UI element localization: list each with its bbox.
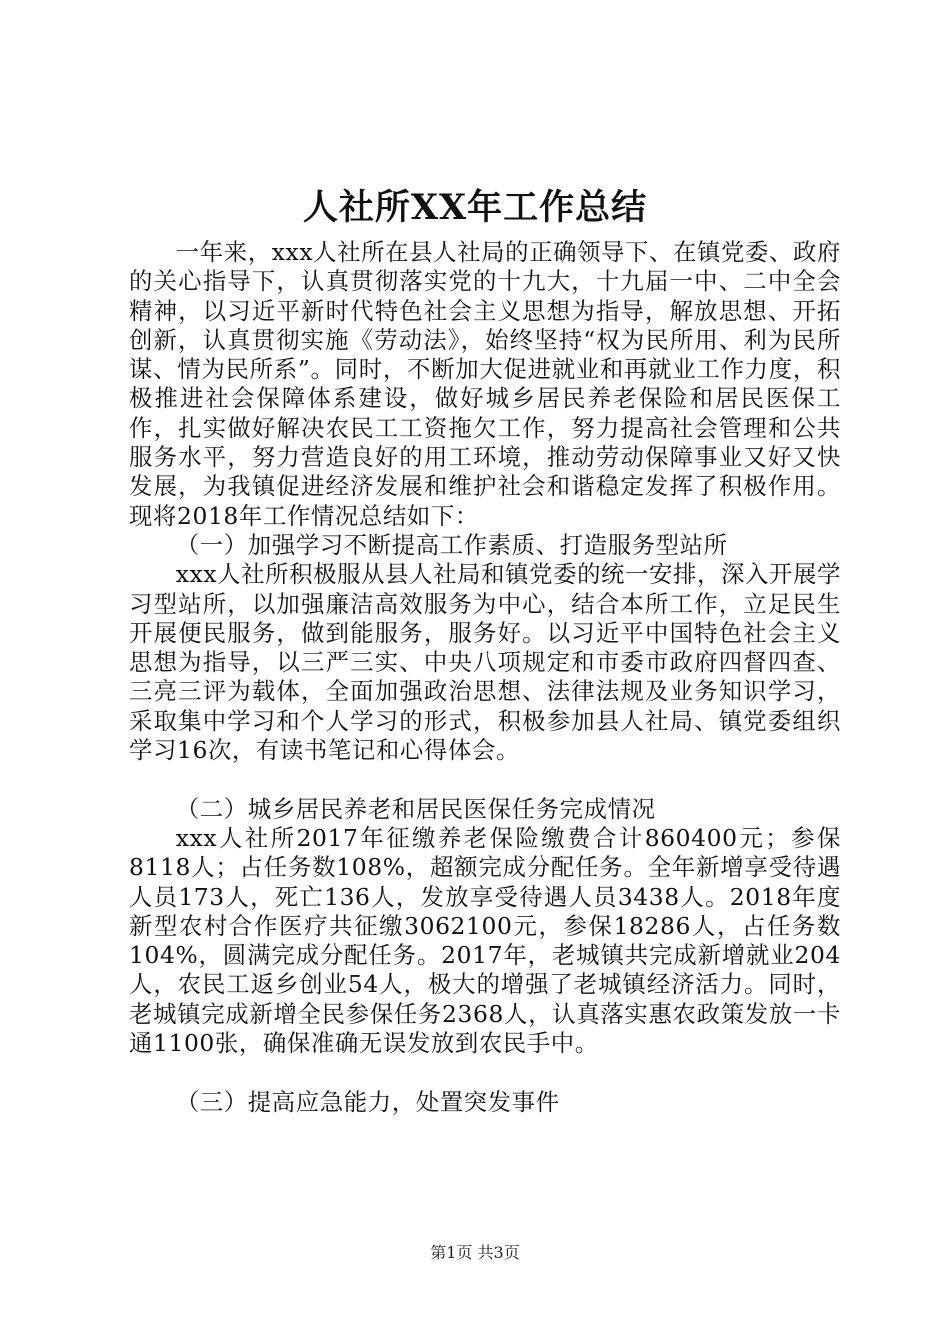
paragraph-gap xyxy=(129,1058,841,1087)
document-body xyxy=(129,238,841,1117)
paragraph-gap xyxy=(129,765,841,794)
section-2-paragraph: xxx人社所2017年征缴养老保险缴费合计860400元；参保8118人；占任务数108%，超额完成分配任务。全年新增享受待遇人员173人，死亡136人，发放享受待遇人员3438人。2018年度新型农村合作医疗共征缴3062100元，参保18286人，占任务数104%，圆满完成分配任务。2017年，老城镇共完成新增就业204人，农民工返乡创业54人，极大的增强了老城镇经济活力。同时，老城镇完成新增全民参保任务2368人，认真落实惠农政策发放一卡通1100张，确保准确无误发放到农民手中。 xyxy=(129,823,841,1058)
section-heading-1: （一）加强学习不断提高工作素质、打造服务型站所 xyxy=(175,530,728,559)
section-heading-3: （三）提高应急能力，处置突发事件 xyxy=(175,1087,560,1116)
section-1-paragraph: xxx人社所积极服从县人社局和镇党委的统一安排，深入开展学习型站所，以加强廉洁高效服务为中心，结合本所工作，立足民生开展便民服务，做到能服务，服务好。以习近平中国特色社会主义思想为指导，以三严三实、中央八项规定和市委市政府四督四查、三亮三评为载体，全面加强政治思想、法律法规及业务知识学习，采取集中学习和个人学习的形式，积极参加县人社局、镇党委组织学习16次，有读书笔记和心得体会。 xyxy=(129,560,841,765)
document-title: 人社所XX年工作总结 xyxy=(302,187,648,228)
intro-paragraph: 一年来，xxx人社所在县人社局的正确领导下、在镇党委、政府的关心指导下，认真贯彻落实党的十九大，十九届一中、二中全会精神，以习近平新时代特色社会主义思想为指导，解放思想、开拓创新，认真贯彻实施《劳动法》，始终坚持“权为民所用、利为民所谋、情为民所系”。同时，不断加大促进就业和再就业工作力度，积极推进社会保障体系建设，做好城乡居民养老保险和居民医保工作，扎实做好解决农民工工资拖欠工作，努力提高社会管理和公共服务水平，努力营造良好的用工环境，推动劳动保障事业又好又快发展，为我镇促进经济发展和维护社会和谐稳定发挥了积极作用。现将2018年工作情况总结如下： xyxy=(129,238,841,530)
page-footer: 第1页 共3页 xyxy=(430,1243,520,1262)
section-heading-2: （二）城乡居民养老和居民医保任务完成情况 xyxy=(175,794,656,823)
